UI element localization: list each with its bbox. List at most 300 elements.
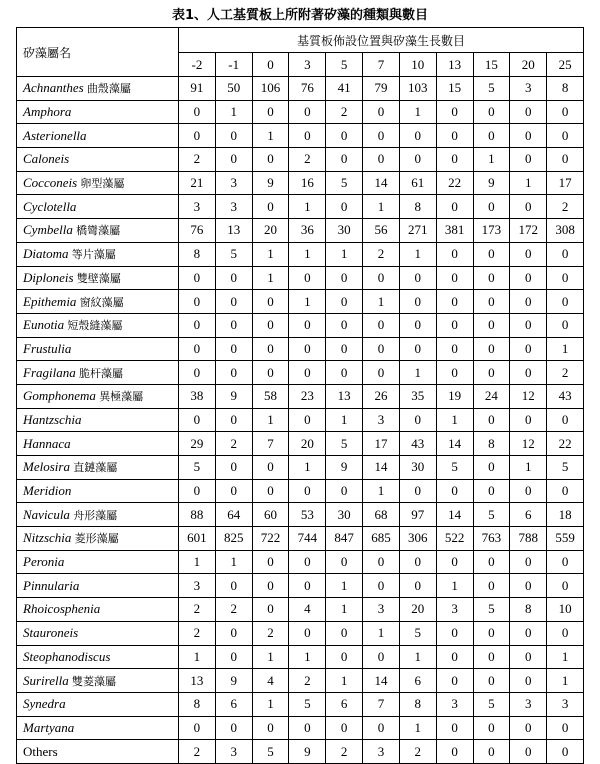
table-row [17,692,584,716]
count-cell: 1 [252,242,289,266]
genus-name-cell [17,456,179,480]
count-cell: 0 [252,456,289,480]
count-cell: 0 [399,124,436,148]
table-title: 表1、人工基質板上所附著矽藻的種類與數目 [171,8,429,23]
count-cell: 0 [510,337,547,361]
count-cell: 97 [399,503,436,527]
count-cell: 9 [473,171,510,195]
count-cell: 0 [473,337,510,361]
count-cell: 0 [510,621,547,645]
count-cell: 0 [326,266,363,290]
count-cell: 825 [215,527,252,551]
header-row-group [17,28,584,53]
count-cell: 43 [399,432,436,456]
count-cell: 1 [399,100,436,124]
count-cell: 0 [252,361,289,385]
table-row [17,290,584,314]
genus-name-cell [17,219,179,243]
count-cell: 601 [179,527,216,551]
count-cell: 0 [510,361,547,385]
count-cell: 1 [289,242,326,266]
count-cell: 22 [436,171,473,195]
count-cell: 0 [326,195,363,219]
count-cell: 0 [179,290,216,314]
count-cell: 12 [510,432,547,456]
count-cell: 0 [179,124,216,148]
count-cell: 1 [510,171,547,195]
count-cell: 0 [289,266,326,290]
genus-name-cell [17,503,179,527]
count-cell: 9 [215,384,252,408]
genus-latin-name: Peronia [23,554,65,570]
count-cell: 1 [436,574,473,598]
genus-latin-name: Caloneis [23,151,70,167]
position-header-cell: 5 [326,53,363,77]
count-cell: 16 [289,171,326,195]
table-row [17,148,584,172]
count-cell: 53 [289,503,326,527]
count-cell: 1 [326,669,363,693]
count-cell: 559 [547,527,584,551]
table-row [17,456,584,480]
count-cell: 1 [473,148,510,172]
genus-latin-name: Meridion [23,483,72,499]
count-cell: 0 [510,645,547,669]
genus-latin-name: Asterionella [23,127,87,143]
count-cell: 2 [215,432,252,456]
count-cell: 3 [179,195,216,219]
genus-latin-name: Diploneis [23,269,74,285]
genus-chinese-name: 異極藻屬 [99,390,144,404]
count-cell: 0 [510,124,547,148]
count-cell: 5 [289,692,326,716]
count-cell: 0 [399,290,436,314]
count-cell: 685 [363,527,400,551]
count-cell: 1 [363,195,400,219]
genus-name-cell [17,645,179,669]
genus-latin-name: Synedra [23,696,66,712]
table-row [17,124,584,148]
genus-chinese-name: 舟形藻屬 [73,508,118,522]
count-cell: 744 [289,527,326,551]
genus-name-cell [17,550,179,574]
table-row [17,337,584,361]
count-cell: 38 [179,384,216,408]
count-cell: 0 [215,148,252,172]
count-cell: 0 [547,124,584,148]
count-cell: 1 [289,645,326,669]
count-cell: 0 [510,100,547,124]
count-cell: 0 [473,456,510,480]
count-cell: 0 [547,550,584,574]
count-cell: 8 [473,432,510,456]
count-cell: 10 [547,598,584,622]
table-row [17,598,584,622]
genus-name-cell [17,266,179,290]
count-cell: 0 [179,266,216,290]
count-cell: 0 [326,361,363,385]
count-cell: 1 [399,716,436,740]
count-cell: 76 [289,77,326,101]
count-cell: 0 [326,479,363,503]
count-cell: 0 [179,479,216,503]
count-cell: 8 [179,692,216,716]
count-cell: 0 [473,740,510,764]
genus-chinese-name: 直鏈藻屬 [73,461,118,475]
count-cell: 1 [399,361,436,385]
count-cell: 1 [289,195,326,219]
genus-name-cell [17,408,179,432]
genus-latin-name: Surirella [23,672,69,688]
count-cell: 0 [436,740,473,764]
table-body [17,77,584,764]
count-cell: 3 [215,195,252,219]
genus-latin-name: Gomphonema [23,388,96,404]
count-cell: 14 [436,432,473,456]
count-cell: 76 [179,219,216,243]
count-cell: 2 [179,621,216,645]
count-cell: 0 [252,598,289,622]
count-cell: 0 [473,361,510,385]
count-cell: 271 [399,219,436,243]
count-cell: 5 [399,621,436,645]
count-cell: 30 [326,503,363,527]
count-cell: 0 [289,337,326,361]
genus-name-cell [17,195,179,219]
count-cell: 14 [363,171,400,195]
table-row [17,574,584,598]
count-cell: 1 [547,337,584,361]
count-cell: 0 [436,550,473,574]
count-cell: 0 [473,716,510,740]
count-cell: 36 [289,219,326,243]
table-row [17,479,584,503]
count-cell: 381 [436,219,473,243]
table-row [17,550,584,574]
count-cell: 30 [326,219,363,243]
count-cell: 2 [547,361,584,385]
count-cell: 0 [252,337,289,361]
count-cell: 0 [436,124,473,148]
position-header-cell: 3 [289,53,326,77]
count-cell: 5 [473,598,510,622]
count-cell: 2 [326,100,363,124]
count-cell: 0 [363,574,400,598]
genus-name-cell [17,598,179,622]
count-cell: 0 [547,266,584,290]
genus-latin-name: Cocconeis [23,175,78,191]
count-cell: 4 [252,669,289,693]
count-cell: 306 [399,527,436,551]
count-cell: 58 [252,384,289,408]
count-cell: 0 [326,337,363,361]
count-cell: 3 [179,574,216,598]
table-row [17,195,584,219]
count-cell: 8 [179,242,216,266]
count-cell: 0 [510,195,547,219]
count-cell: 0 [547,148,584,172]
genus-chinese-name: 菱形藻屬 [74,532,119,546]
count-cell: 5 [326,432,363,456]
count-cell: 0 [252,479,289,503]
count-cell: 0 [363,100,400,124]
count-cell: 0 [215,408,252,432]
position-header-cell: 25 [547,53,584,77]
table-row [17,313,584,337]
genus-name-cell [17,242,179,266]
count-cell: 19 [436,384,473,408]
genus-latin-name: Eunotia [23,317,65,333]
count-cell: 7 [363,692,400,716]
count-cell: 7 [252,432,289,456]
count-cell: 9 [215,669,252,693]
count-cell: 1 [510,456,547,480]
count-cell: 6 [510,503,547,527]
count-cell: 0 [326,716,363,740]
count-cell: 14 [363,669,400,693]
genus-name-cell [17,337,179,361]
genus-latin-name: Epithemia [23,293,77,309]
count-cell: 0 [473,574,510,598]
count-cell: 0 [326,290,363,314]
position-header-cell: 15 [473,53,510,77]
count-cell: 13 [215,219,252,243]
count-cell: 9 [289,740,326,764]
genus-chinese-name: 橋彎藻屬 [76,224,121,238]
count-cell: 0 [473,242,510,266]
table-row [17,669,584,693]
count-cell: 0 [289,361,326,385]
count-cell: 35 [399,384,436,408]
count-cell: 0 [289,408,326,432]
count-cell: 0 [436,148,473,172]
diatom-count-table [16,27,584,764]
count-cell: 14 [436,503,473,527]
count-cell: 8 [510,598,547,622]
table-row [17,100,584,124]
count-cell: 4 [289,598,326,622]
count-cell: 0 [473,408,510,432]
genus-name-cell [17,740,179,764]
count-cell: 0 [399,337,436,361]
genus-name-cell [17,361,179,385]
genus-latin-name: Fragilana [23,364,76,380]
count-cell: 0 [510,266,547,290]
count-cell: 2 [326,740,363,764]
count-cell: 22 [547,432,584,456]
count-cell: 29 [179,432,216,456]
count-cell: 0 [215,290,252,314]
count-cell: 1 [179,550,216,574]
count-cell: 2 [363,242,400,266]
table-row [17,716,584,740]
count-cell: 88 [179,503,216,527]
table-row [17,527,584,551]
count-cell: 0 [547,740,584,764]
count-cell: 0 [436,479,473,503]
genus-name-cell [17,171,179,195]
count-cell: 5 [473,503,510,527]
count-cell: 2 [179,598,216,622]
count-cell: 0 [289,100,326,124]
count-cell: 0 [510,148,547,172]
count-cell: 5 [436,456,473,480]
count-cell: 1 [289,456,326,480]
count-cell: 12 [510,384,547,408]
count-cell: 0 [473,195,510,219]
count-cell: 1 [252,124,289,148]
table-row [17,621,584,645]
count-cell: 0 [289,124,326,148]
count-cell: 0 [436,716,473,740]
count-cell: 3 [510,692,547,716]
genus-name-cell [17,384,179,408]
count-cell: 0 [252,290,289,314]
table-row [17,171,584,195]
genus-chinese-name: 卵型藻屬 [80,177,125,191]
genus-name-cell [17,313,179,337]
count-cell: 0 [473,550,510,574]
count-cell: 3 [547,692,584,716]
count-cell: 308 [547,219,584,243]
count-cell: 0 [326,621,363,645]
genus-latin-name: Rhoicosphenia [23,601,101,617]
count-cell: 0 [436,313,473,337]
count-cell: 0 [473,621,510,645]
count-cell: 0 [363,550,400,574]
count-cell: 3 [363,740,400,764]
count-cell: 0 [547,313,584,337]
count-cell: 18 [547,503,584,527]
count-cell: 2 [289,148,326,172]
count-cell: 0 [252,574,289,598]
count-cell: 50 [215,77,252,101]
count-cell: 23 [289,384,326,408]
count-cell: 0 [436,361,473,385]
genus-name-cell [17,77,179,101]
genus-name-cell [17,527,179,551]
count-cell: 0 [326,313,363,337]
count-cell: 763 [473,527,510,551]
count-cell: 1 [326,574,363,598]
count-cell: 2 [547,195,584,219]
count-cell: 0 [547,621,584,645]
count-cell: 1 [399,645,436,669]
genus-name-cell [17,124,179,148]
count-cell: 847 [326,527,363,551]
count-cell: 0 [363,124,400,148]
count-cell: 1 [436,408,473,432]
count-cell: 0 [473,479,510,503]
count-cell: 0 [363,266,400,290]
count-cell: 0 [399,266,436,290]
count-cell: 0 [326,645,363,669]
count-cell: 43 [547,384,584,408]
count-cell: 0 [289,479,326,503]
count-cell: 15 [436,77,473,101]
count-cell: 1 [363,479,400,503]
count-cell: 5 [547,456,584,480]
count-cell: 2 [179,148,216,172]
genus-column-header: 矽藻屬名 [17,28,179,77]
position-header-cell: 7 [363,53,400,77]
count-cell: 0 [252,550,289,574]
count-cell: 0 [510,550,547,574]
count-cell: 0 [215,574,252,598]
count-cell: 2 [399,740,436,764]
count-cell: 722 [252,527,289,551]
count-cell: 24 [473,384,510,408]
count-cell: 0 [289,716,326,740]
count-cell: 0 [215,266,252,290]
count-cell: 0 [252,716,289,740]
count-cell: 5 [326,171,363,195]
count-cell: 0 [510,574,547,598]
count-cell: 1 [252,408,289,432]
count-cell: 1 [326,408,363,432]
position-header-cell: 0 [252,53,289,77]
count-cell: 5 [252,740,289,764]
count-cell: 1 [326,598,363,622]
genus-chinese-name: 曲殼藻屬 [86,82,131,96]
count-cell: 1 [363,290,400,314]
genus-name-cell [17,574,179,598]
count-cell: 0 [436,645,473,669]
count-cell: 1 [252,266,289,290]
count-cell: 0 [326,148,363,172]
count-cell: 0 [252,148,289,172]
table-row [17,408,584,432]
count-cell: 6 [399,669,436,693]
count-cell: 0 [510,669,547,693]
count-cell: 0 [215,479,252,503]
count-cell: 0 [473,645,510,669]
table-row [17,503,584,527]
count-cell: 1 [289,290,326,314]
count-cell: 0 [215,716,252,740]
count-cell: 6 [326,692,363,716]
count-cell: 17 [363,432,400,456]
count-cell: 0 [363,337,400,361]
count-cell: 0 [363,645,400,669]
genus-name-cell [17,716,179,740]
count-cell: 13 [179,669,216,693]
count-cell: 2 [215,598,252,622]
table-row [17,740,584,764]
count-cell: 173 [473,219,510,243]
genus-name-cell [17,669,179,693]
genus-name-cell [17,692,179,716]
table-row [17,242,584,266]
table-row [17,219,584,243]
count-cell: 0 [399,313,436,337]
table-row [17,266,584,290]
count-cell: 0 [547,574,584,598]
count-cell: 0 [436,621,473,645]
count-cell: 0 [547,408,584,432]
count-cell: 0 [252,313,289,337]
count-cell: 0 [215,313,252,337]
genus-latin-name: Others [23,743,58,759]
count-cell: 20 [289,432,326,456]
count-cell: 0 [215,124,252,148]
count-cell: 14 [363,456,400,480]
count-cell: 0 [547,100,584,124]
count-cell: 26 [363,384,400,408]
genus-latin-name: Navicula [23,506,70,522]
position-header-cell: -2 [179,53,216,77]
count-cell: 0 [436,337,473,361]
